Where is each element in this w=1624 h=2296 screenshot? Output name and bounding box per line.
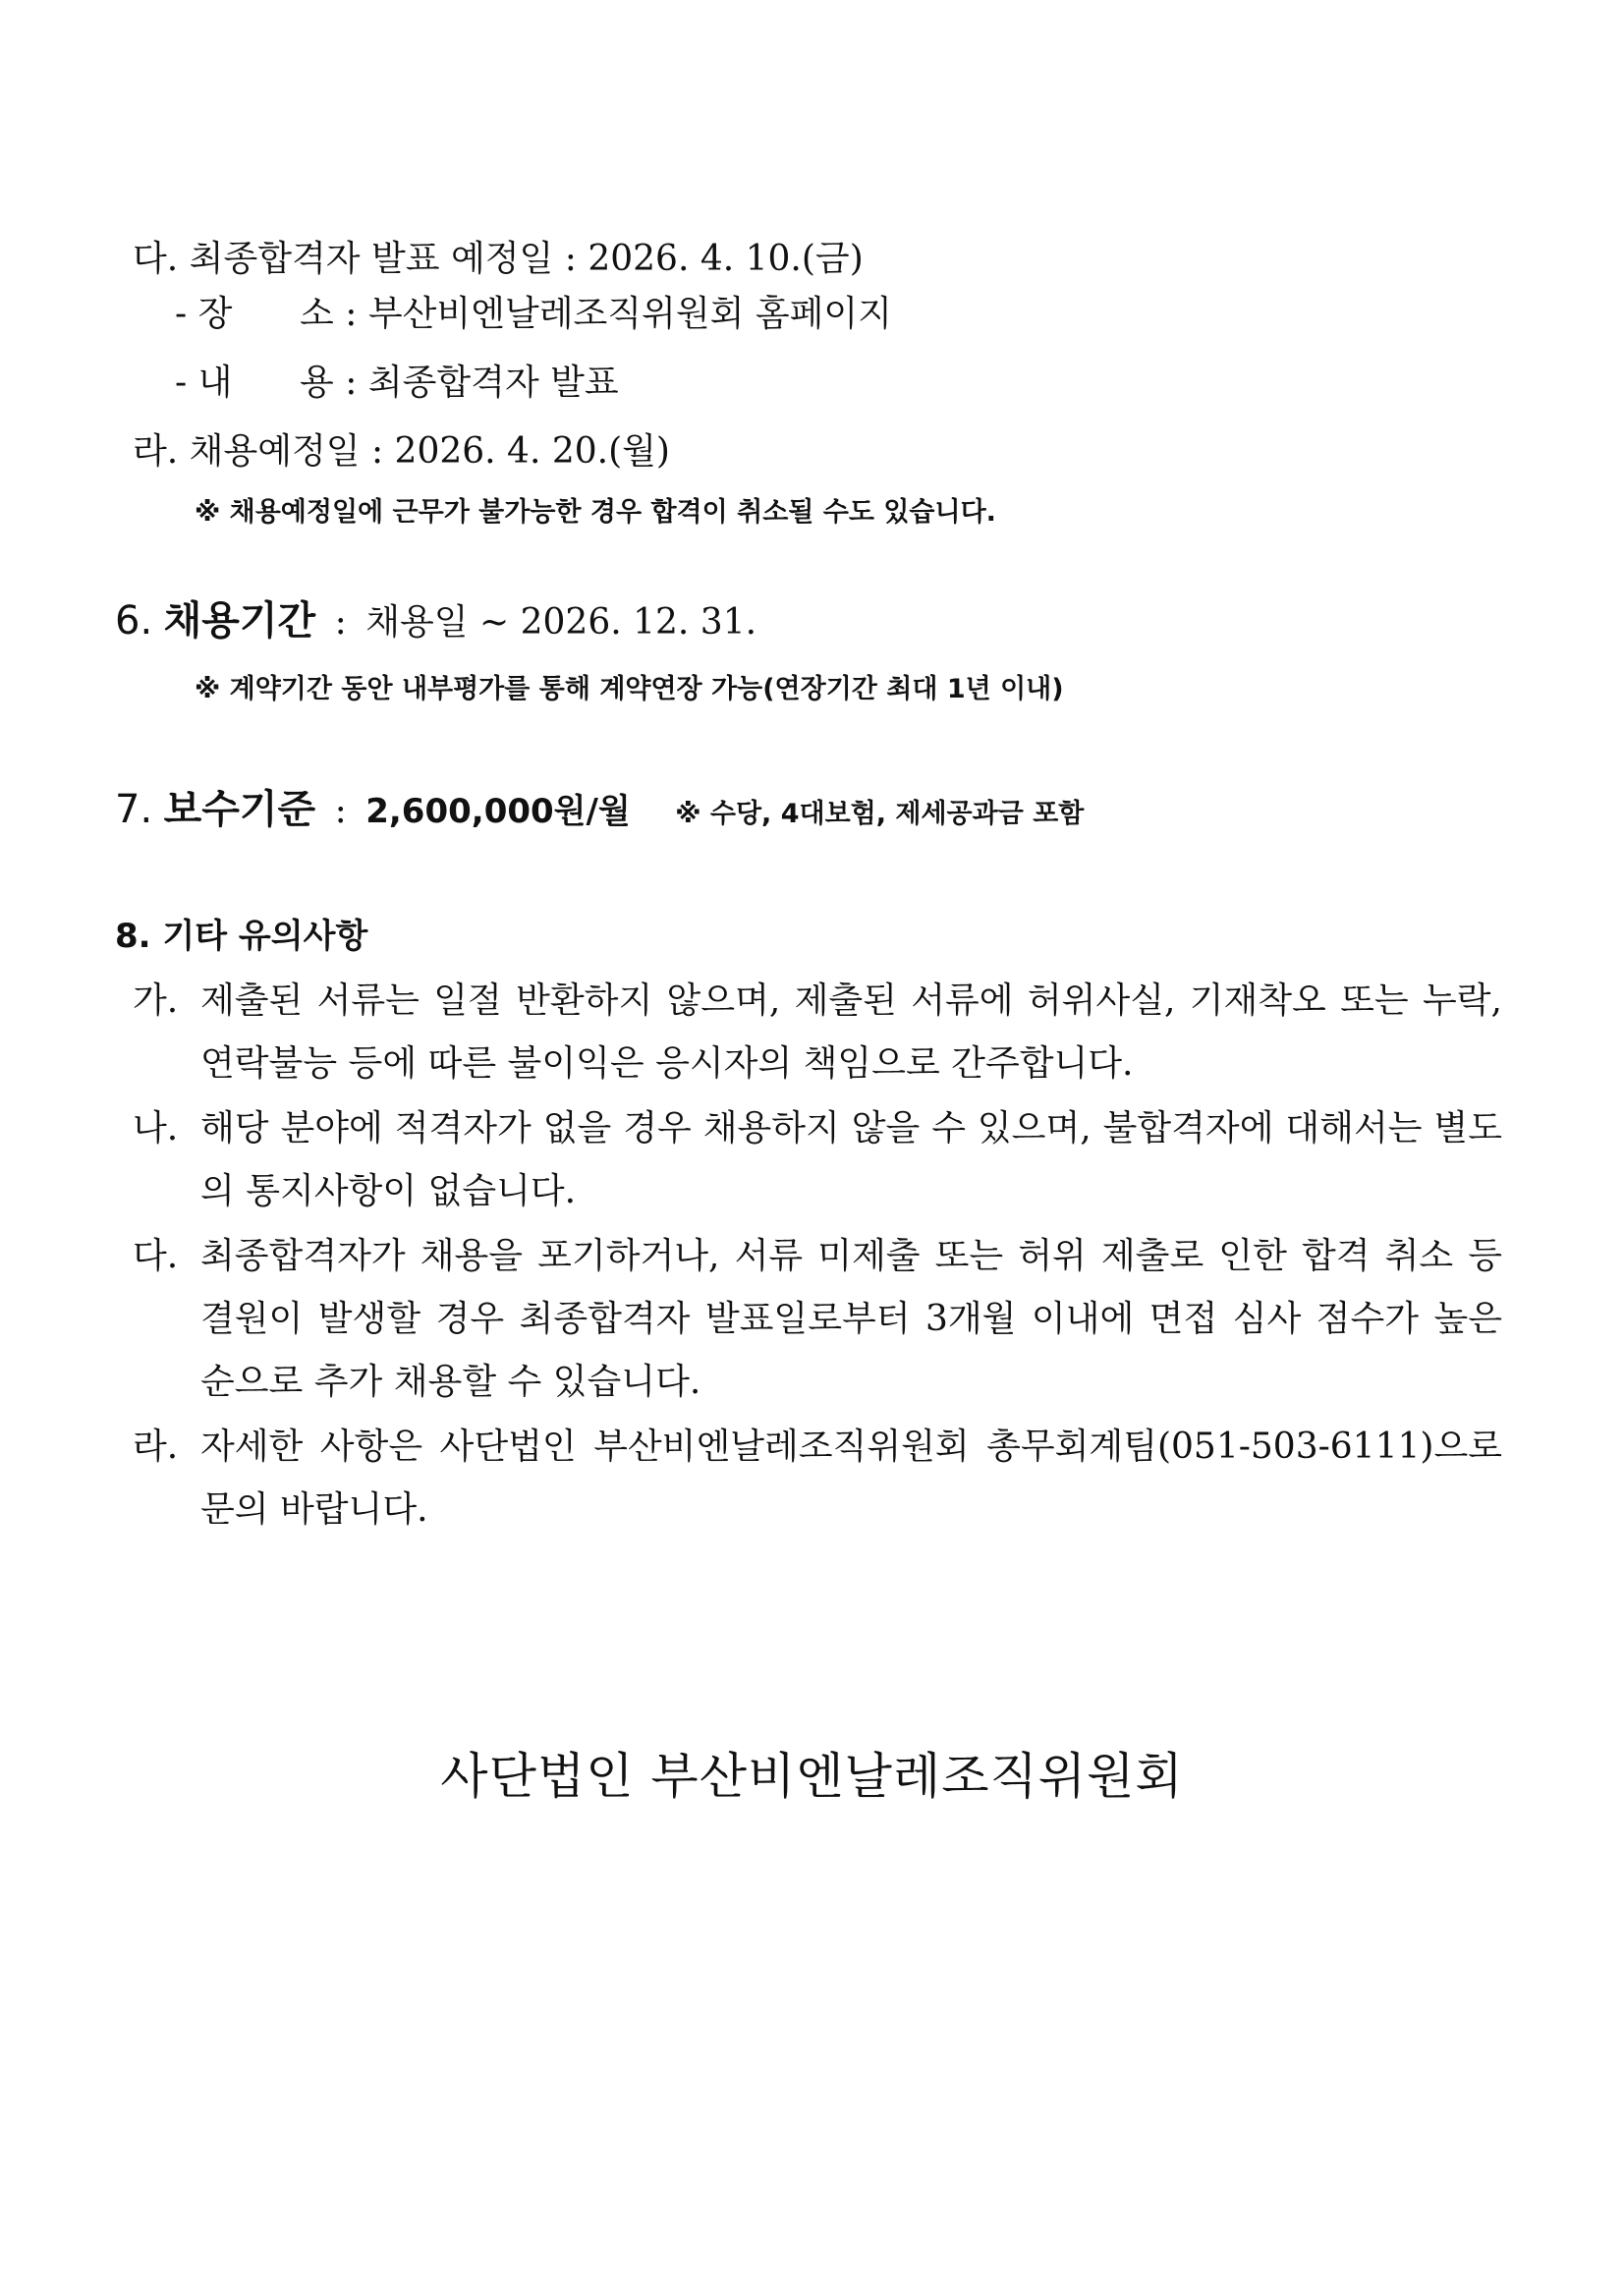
hire-date-line: 라. 채용예정일 : 2026. 4. 20.(월): [133, 431, 670, 472]
list-item-marker: 가.: [133, 980, 179, 1021]
list-item-text: 제출된 서류는 일절 반환하지 않으며, 제출된 서류에 허위사실, 기재착오 또는 누락, 연락불능 등에 따른 불이익은 응시자의 책임으로 간주합니다.: [200, 980, 1502, 1084]
list-item-marker: 나.: [133, 1108, 179, 1148]
section-title: 보수기준: [163, 787, 316, 832]
section-number: 7.: [115, 787, 153, 832]
list-item-marker: 다.: [133, 1236, 179, 1276]
announcement-date-line: 다. 최종합격자 발표 예정일 : 2026. 4. 10.(금): [133, 239, 864, 279]
announcement-place-line: - 장 소 : 부산비엔날레조직위원회 홈페이지: [175, 294, 892, 334]
salary-value: 2,600,000원/월: [365, 792, 631, 831]
employment-period-note: ※ 계약기간 동안 내부평가를 통해 계약연장 가능(연장기간 최대 1년 이내): [195, 674, 1064, 704]
section-title: 채용기간: [163, 598, 316, 644]
list-item-text: 자세한 사항은 사단법인 부산비엔날레조직위원회 총무회계팀(051-503-6111)으로 문의 바랍니다.: [200, 1427, 1502, 1530]
section-number: 6.: [115, 598, 153, 644]
list-item: [133, 1097, 1502, 1223]
list-item-marker: 라.: [133, 1427, 179, 1467]
list-item-text: 최종합격자가 채용을 포기하거나, 서류 미제출 또는 허위 제출로 인한 합격 취소 등 결원이 발생할 경우 최종합격자 발표일로부터 3개월 이내에 면접 심사 점수가 높은 순으로 추가 채용할 수 있습니다.: [200, 1236, 1502, 1402]
separator: :: [334, 791, 347, 831]
list-item: [133, 1416, 1502, 1541]
list-item-text: 해당 분야에 적격자가 없을 경우 채용하지 않을 수 있으며, 불합격자에 대해서는 별도의 통지사항이 없습니다.: [200, 1108, 1502, 1211]
separator: :: [334, 602, 347, 643]
section-salary: [115, 786, 1084, 838]
salary-note: ※ 수당, 4대보험, 제세공과금 포함: [675, 799, 1085, 829]
organization-name: 사단법인 부산비엔날레조직위원회: [440, 1748, 1184, 1805]
list-item: [133, 1225, 1502, 1414]
section-other-notes-title: 8. 기타 유의사항: [115, 917, 368, 956]
employment-period-value: 채용일 ~ 2026. 12. 31.: [365, 602, 757, 643]
list-item: [133, 970, 1502, 1095]
section-employment-period: [115, 597, 756, 646]
hire-date-note: ※ 채용예정일에 근무가 불가능한 경우 합격이 취소될 수도 있습니다.: [195, 497, 996, 528]
announcement-content-line: - 내 용 : 최종합격자 발표: [175, 363, 619, 403]
